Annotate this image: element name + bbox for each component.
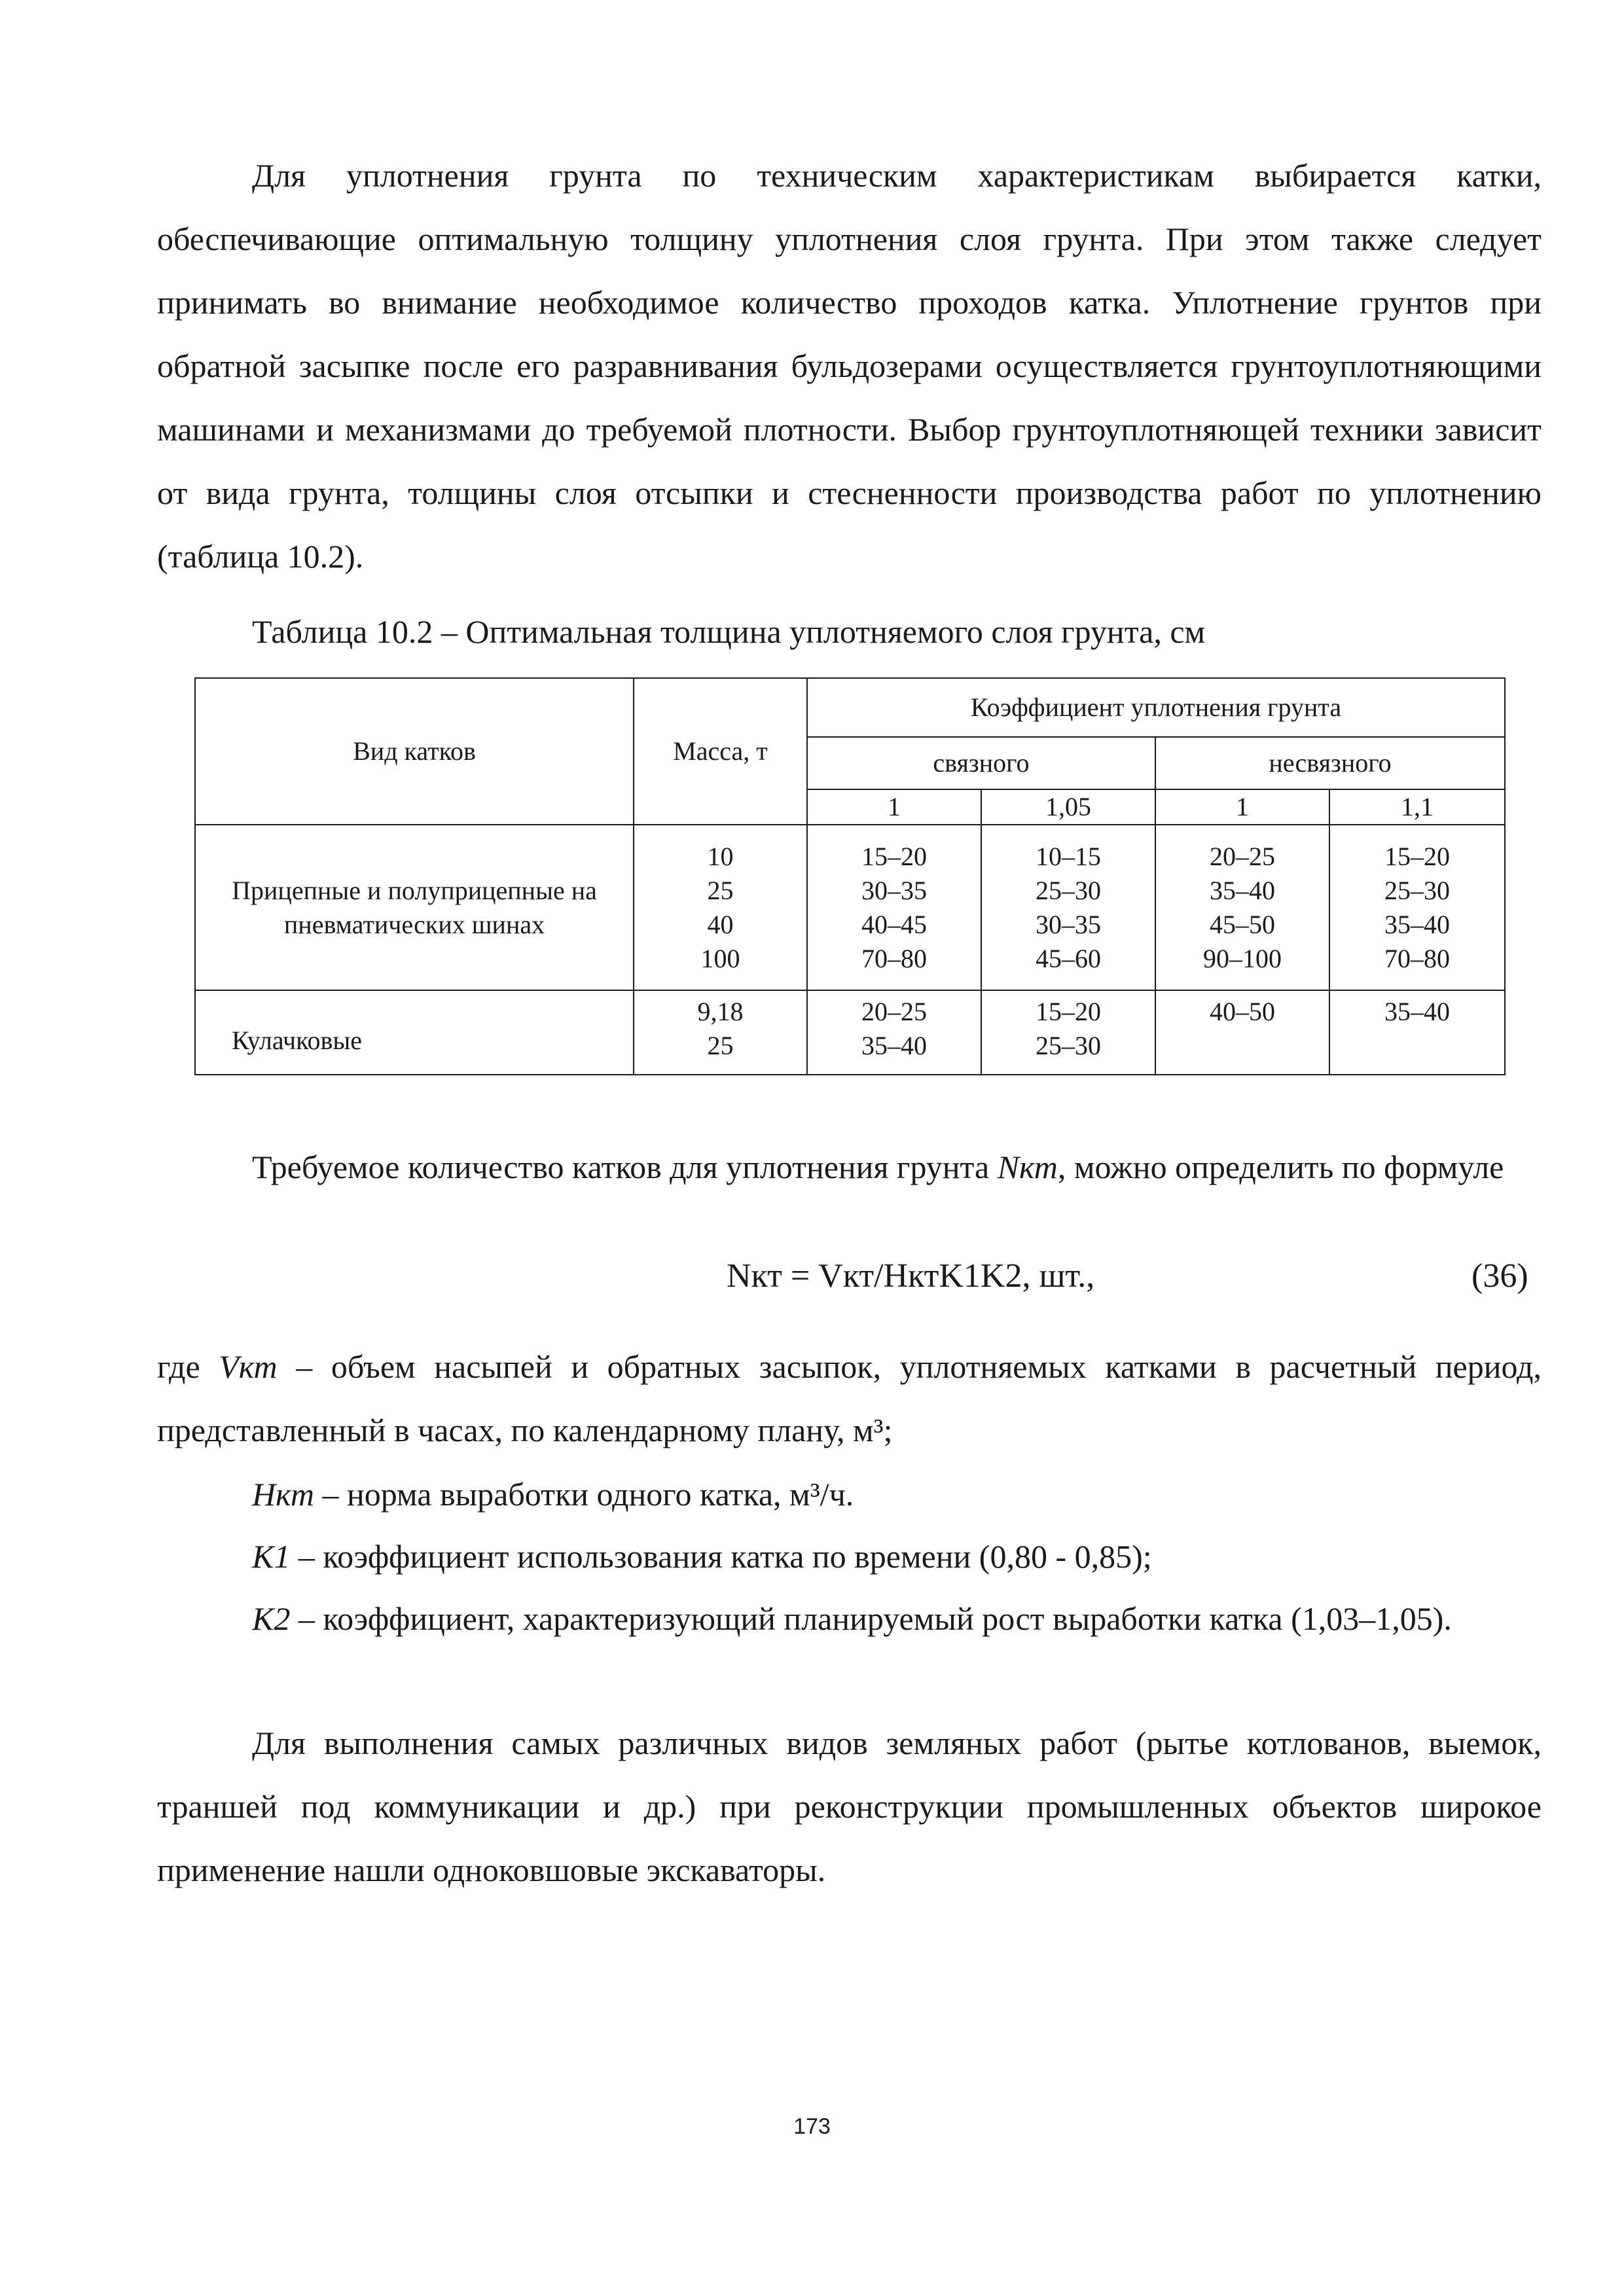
cell-value: 40–50 xyxy=(1155,990,1329,1075)
cell-value: 10–15 25–30 30–35 45–60 xyxy=(981,825,1155,990)
intro-paragraph: Для уплотнения грунта по техническим характеристикам выбирается катки, обеспечивающие оптимальную толщину уплотнения слоя грунта. При этом также следует принимать во внимание необходимое количество проходов катка. Уплотнение грунтов при обратной засыпке после его разравнивания бульдозерами осуществляется грунтоуплотняющими машинами и механизмами до требуемой плотности. Выбор грунтоуплотняющей техники зависит от вида грунта, толщины слоя отсыпки и стесненности производства работ по уплотнению (таблица 10.2). xyxy=(157,157,1542,575)
definition-k2: K2 – коэффициент, характеризующий планируемый рост выработки катка (1,03–1,05). xyxy=(252,1600,1452,1637)
table-caption: Таблица 10.2 – Оптимальная толщина уплотняемого слоя грунта, см xyxy=(252,613,1206,650)
subheader-coef: 1,1 xyxy=(1329,789,1505,825)
var-k1: K1 xyxy=(252,1538,291,1575)
var-nkt: Nкт xyxy=(997,1149,1058,1185)
cell-mass: 9,18 25 xyxy=(634,990,807,1075)
var-hkt: Hкт xyxy=(252,1476,314,1513)
header-compaction-coefficient: Коэффициент уплотнения грунта xyxy=(807,678,1505,737)
page-number: 173 xyxy=(793,2114,831,2139)
var-vkt: Vкт xyxy=(219,1348,278,1385)
cell-value: 35–40 xyxy=(1329,990,1505,1075)
subheader-coef: 1 xyxy=(1155,789,1329,825)
table-row xyxy=(195,990,1505,1075)
definition-hkt: Hкт – норма выработки одного катка, м³/ч. xyxy=(252,1476,854,1513)
subheader-coef: 1 xyxy=(807,789,981,825)
cell-value: 15–20 25–30 35–40 70–80 xyxy=(1329,825,1505,990)
formula: Nкт = Vкт/HктK1K2, шт., xyxy=(727,1257,1095,1295)
var-k2: K2 xyxy=(252,1600,291,1637)
formula-number: (36) xyxy=(1471,1257,1528,1295)
cell-value: 15–20 25–30 xyxy=(981,990,1155,1075)
cell-value: 20–25 35–40 45–50 90–100 xyxy=(1155,825,1329,990)
cell-value: 20–25 35–40 xyxy=(807,990,981,1075)
cell-value: 15–20 30–35 40–45 70–80 xyxy=(807,825,981,990)
header-cohesive: связного xyxy=(807,737,1155,789)
table-row xyxy=(195,825,1505,990)
rollers-count-paragraph: Требуемое количество катков для уплотнения грунта Nкт, можно определить по формуле xyxy=(252,1149,1504,1185)
subheader-coef: 1,05 xyxy=(981,789,1155,825)
compaction-table xyxy=(194,677,1506,1075)
where-paragraph: где Vкт – объем насыпей и обратных засыпок, уплотняемых катками в расчетный период, представленный в часах, по календарному плану, м³; xyxy=(157,1348,1542,1448)
cell-roller-type: Прицепные и полуприцепные на пневматических шинах xyxy=(195,825,634,990)
header-noncohesive: несвязного xyxy=(1155,737,1505,789)
header-roller-type: Вид катков xyxy=(195,678,634,825)
definition-k1: K1 – коэффициент использования катка по времени (0,80 - 0,85); xyxy=(252,1538,1152,1575)
header-mass: Масса, т xyxy=(634,678,807,825)
cell-mass: 10 25 40 100 xyxy=(634,825,807,990)
excavators-paragraph: Для выполнения самых различных видов земляных работ (рытье котлованов, выемок, траншей под коммуникации и др.) при реконструкции промышленных объектов широкое применение нашли одноковшовые экскаваторы. xyxy=(157,1725,1542,1888)
cell-roller-type: Кулачковые xyxy=(195,990,634,1075)
